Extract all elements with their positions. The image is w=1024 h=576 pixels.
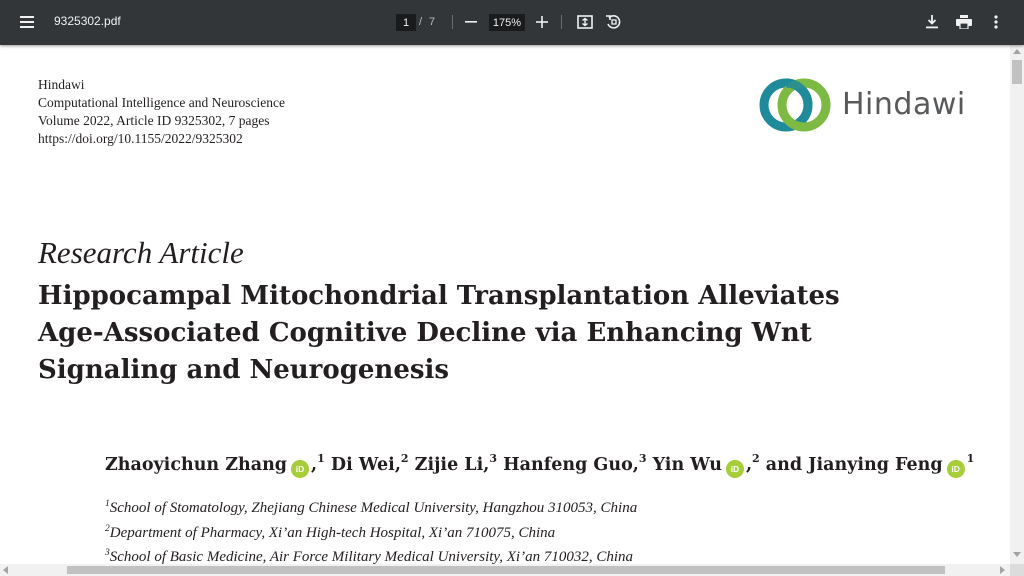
plus-icon[interactable] bbox=[528, 8, 556, 36]
orcid-icon[interactable]: iD bbox=[947, 460, 965, 478]
affiliation-item bbox=[105, 494, 637, 519]
doi-link[interactable]: https://doi.org/10.1155/2022/9325302 bbox=[38, 131, 243, 146]
more-vertical-icon[interactable] bbox=[982, 8, 1010, 36]
hindawi-logo-icon bbox=[756, 75, 836, 135]
hamburger-menu-icon[interactable] bbox=[13, 8, 41, 36]
affiliation-text: School of Stomatology, Zhejiang Chinese Medical University, Hangzhou 310053, China bbox=[109, 500, 638, 516]
affiliation-item bbox=[105, 519, 637, 544]
current-page-input[interactable]: 1 bbox=[396, 14, 416, 31]
author-list: Zhaoyichun Zhang iD ,$^1$ Di Wei,$^2$ Zijie Li,$^3$ Hanfeng Guo,$^3$ Yin Wu iD ,$^2$ and Jianying Feng $iD^1$ bbox=[105, 452, 974, 478]
toolbar-divider bbox=[452, 15, 453, 29]
title-line: Hippocampal Mitochondrial Transplantation Alleviates bbox=[38, 281, 840, 311]
author-name: Zhaoyichun Zhang bbox=[105, 455, 288, 475]
affiliation-text: Department of Pharmacy, Xi’an High-tech Hospital, Xi’an 710075, China bbox=[109, 524, 556, 541]
horizontal-scrollbar-thumb[interactable] bbox=[67, 566, 945, 574]
zoom-level-input[interactable]: 175% bbox=[489, 14, 525, 31]
journal-info bbox=[38, 76, 285, 148]
print-icon[interactable] bbox=[950, 8, 978, 36]
affiliation-text: School of Basic Medicine, Air Force Military Medical University, Xi’an 710032, China bbox=[109, 549, 633, 564]
vertical-scrollbar[interactable] bbox=[1010, 45, 1024, 564]
affiliation-list bbox=[105, 494, 637, 564]
scrollbar-corner bbox=[1010, 564, 1024, 576]
affiliation-number: 3 bbox=[105, 548, 110, 558]
minus-icon[interactable] bbox=[457, 8, 485, 36]
volume-info: Volume 2022, Article ID 9325302, 7 pages bbox=[38, 113, 270, 128]
author-affiliation-number: 1 bbox=[317, 452, 325, 465]
affiliation-item bbox=[105, 543, 637, 564]
toolbar-divider bbox=[561, 15, 562, 29]
affiliation-number: 2 bbox=[105, 523, 110, 534]
author-affiliation-number: 1 bbox=[966, 452, 975, 465]
author-affiliation-number: 3 bbox=[638, 452, 647, 465]
journal-name: Computational Intelligence and Neuroscience bbox=[38, 95, 286, 110]
scroll-right-arrow-icon[interactable] bbox=[1000, 566, 1005, 574]
author-name: Hanfeng Guo, bbox=[503, 455, 639, 475]
document-filename: 9325302.pdf bbox=[54, 14, 121, 28]
affiliation-number: 1 bbox=[105, 499, 110, 509]
article-type: Research Article bbox=[38, 235, 244, 270]
orcid-icon[interactable]: iD bbox=[726, 460, 744, 478]
author-name: Di Wei, bbox=[330, 455, 401, 475]
orcid-icon[interactable]: iD bbox=[291, 460, 309, 478]
pdf-page bbox=[0, 45, 1010, 564]
page-separator: / bbox=[419, 16, 423, 28]
scroll-up-arrow-icon[interactable] bbox=[1013, 49, 1021, 54]
logo-wordmark: Hindawi bbox=[842, 87, 966, 122]
download-icon[interactable] bbox=[918, 8, 946, 36]
fit-to-page-icon[interactable] bbox=[571, 8, 599, 36]
author-affiliation-number: 2 bbox=[400, 452, 409, 465]
horizontal-scrollbar[interactable] bbox=[0, 564, 1010, 576]
title-line: Age-Associated Cognitive Decline via Enhancing Wnt bbox=[38, 318, 812, 348]
article-title bbox=[38, 278, 938, 389]
author-affiliation-number: 2 bbox=[752, 452, 760, 465]
rotate-counterclockwise-icon[interactable] bbox=[599, 8, 627, 36]
publisher-name: Hindawi bbox=[38, 77, 85, 92]
scroll-down-arrow-icon[interactable] bbox=[1013, 552, 1021, 557]
author-affiliation-number: 3 bbox=[489, 452, 498, 465]
pdf-toolbar bbox=[0, 0, 1024, 45]
title-line: Signaling and Neurogenesis bbox=[38, 355, 450, 385]
author-name: and Jianying Feng bbox=[765, 455, 943, 475]
total-pages: 7 bbox=[429, 16, 436, 28]
scroll-left-arrow-icon[interactable] bbox=[3, 566, 8, 574]
author-name: Zijie Li, bbox=[414, 455, 490, 475]
author-name: Yin Wu bbox=[652, 455, 722, 475]
hindawi-logo bbox=[756, 75, 976, 135]
vertical-scrollbar-thumb[interactable] bbox=[1012, 60, 1022, 84]
